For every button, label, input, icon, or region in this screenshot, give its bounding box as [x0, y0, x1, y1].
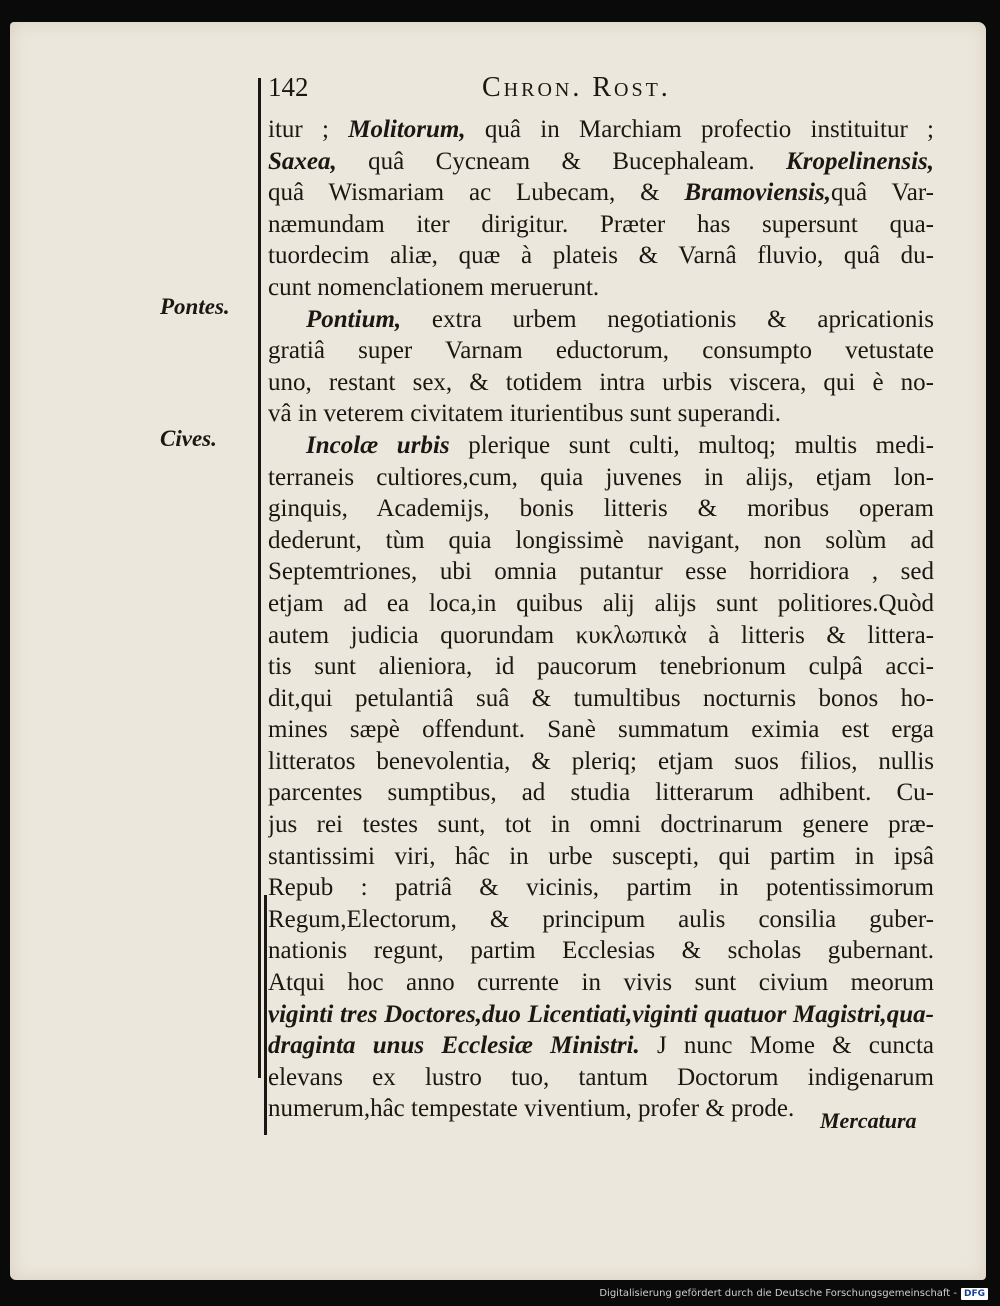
- italic-span: Bramoviensis,: [684, 179, 831, 207]
- text-span: autem judicia quorundam κυκλωπικὰ à litteris & littera-: [268, 621, 934, 649]
- text-span: quâ Var-: [830, 179, 934, 207]
- body-text: [268, 114, 934, 1125]
- text-span: quâ Cycneam & Bucephaleam.: [336, 147, 787, 175]
- text-line: [268, 493, 934, 525]
- italic-span: Kropelinensis,: [786, 147, 934, 175]
- text-line: [268, 240, 934, 272]
- text-span: plerique sunt culti, multoq; multis medi-: [449, 431, 934, 459]
- text-line: [268, 714, 934, 746]
- text-line: [268, 272, 934, 304]
- text-line: [268, 872, 934, 904]
- text-span: ginquis, Academijs, bonis litteris & moribus operam: [268, 495, 934, 523]
- text-span: stantissimi viri, hâc in urbe suscepti, qui partim in ipsâ: [268, 842, 934, 870]
- text-span: terraneis cultiores,cum, quia juvenes in alijs, etjam lon-: [268, 463, 934, 491]
- text-span: uno, restant sex, & totidem intra urbis viscera, qui è no-: [268, 368, 934, 396]
- text-line: [268, 556, 934, 588]
- footer-credit: [599, 1286, 988, 1302]
- text-span: dit,qui petulantiâ suâ & tumultibus nocturnis bonos ho-: [268, 684, 934, 712]
- text-span: extra urbem negotiationis & apricationis: [401, 305, 934, 333]
- text-line: [268, 904, 934, 936]
- page-number: 142: [268, 72, 309, 102]
- text-line: [268, 999, 934, 1031]
- text-line: [268, 114, 934, 146]
- text-span: J nunc Mome & cuncta: [639, 1032, 934, 1060]
- text-line: [268, 1030, 934, 1062]
- text-span: Repub : patriâ & vicinis, partim in potentissimorum: [268, 874, 934, 902]
- text-span: nationis regunt, partim Ecclesias & scholas gubernant.: [268, 937, 934, 965]
- margin-note-cives: Cives.: [160, 426, 217, 451]
- text-line: [268, 809, 934, 841]
- text-span: quâ in Marchiam profectio instituitur ;: [465, 116, 934, 143]
- page-header: [258, 62, 958, 112]
- text-span: vâ in veterem civitatem iturientibus sunt superandi.: [268, 400, 782, 428]
- text-span: cunt nomenclationem meruerunt.: [268, 273, 600, 301]
- italic-span: Molitorum,: [348, 116, 466, 143]
- text-span: gratiâ super Varnam eductorum, consumpto vetustate: [268, 337, 934, 365]
- italic-span: draginta unus Ecclesiæ Ministri.: [268, 1032, 640, 1060]
- text-line: [268, 304, 934, 336]
- text-span: quâ Wismariam ac Lubecam, &: [268, 179, 685, 207]
- footer-text: Digitalisierung gefördert durch die Deutsche Forschungsgemeinschaft -: [599, 1288, 957, 1299]
- text-span: etjam ad ea loca,in quibus alij alijs sunt politiores.Quòd: [268, 589, 934, 617]
- text-line: [268, 1062, 934, 1094]
- text-line: [268, 651, 934, 683]
- running-title: Chron. Rost.: [482, 72, 671, 103]
- text-span: Atqui hoc anno currente in vivis sunt civium meorum: [268, 969, 934, 997]
- italic-span: Pontium,: [306, 305, 402, 333]
- italic-span: Incolæ urbis: [306, 431, 450, 459]
- text-span: dederunt, tùm quia longissimè navigant, non solùm ad: [268, 526, 934, 554]
- text-span: tuordecim aliæ, quæ à plateis & Varnâ fluvio, quâ du-: [268, 242, 934, 270]
- text-line: [268, 935, 934, 967]
- text-span: elevans ex lustro tuo, tantum Doctorum indigenarum: [268, 1063, 934, 1091]
- margin-rule-lower: [264, 895, 267, 1135]
- text-span: tis sunt alieniora, id paucorum tenebrionum culpâ acci-: [268, 653, 934, 681]
- text-line: [268, 841, 934, 873]
- text-span: itur ;: [268, 116, 349, 143]
- text-span: næmundam iter dirigitur. Præter has supersunt qua-: [268, 210, 934, 238]
- text-line: [268, 177, 934, 209]
- text-line: [268, 525, 934, 557]
- italic-span: Saxea,: [268, 147, 337, 175]
- italic-span: viginti tres Doctores,duo Licentiati,viginti quatuor Magistri,qua-: [268, 1000, 934, 1028]
- margin-note-pontes: Pontes.: [160, 294, 230, 319]
- text-span: jus rei testes sunt, tot in omni doctrinarum genere præ-: [268, 811, 934, 839]
- text-line: [268, 683, 934, 715]
- text-line: [268, 209, 934, 241]
- text-line: [268, 620, 934, 652]
- text-line: [268, 146, 934, 178]
- text-span: parcentes sumptibus, ad studia litterarum adhibent. Cu-: [268, 779, 934, 807]
- text-span: mines sæpè offendunt. Sanè summatum eximia est erga: [268, 716, 934, 744]
- text-line: [268, 967, 934, 999]
- catchword: Mercatura: [820, 1108, 917, 1133]
- text-line: [268, 746, 934, 778]
- text-line: [268, 777, 934, 809]
- text-line: [268, 335, 934, 367]
- text-line: [268, 462, 934, 494]
- dfg-logo-icon: DFG: [961, 1288, 988, 1300]
- text-line: [268, 367, 934, 399]
- text-span: Septemtriones, ubi omnia putantur esse horridiora , sed: [268, 558, 934, 586]
- text-line: [268, 430, 934, 462]
- text-line: [268, 398, 934, 430]
- text-span: numerum,hâc tempestate viventium, profer & prode.: [268, 1095, 795, 1123]
- text-span: Regum,Electorum, & principum aulis consilia guber-: [268, 905, 934, 933]
- margin-rule-upper: [258, 78, 261, 1078]
- text-span: litteratos benevolentia, & pleriq; etjam suos filios, nullis: [268, 747, 934, 775]
- text-line: [268, 588, 934, 620]
